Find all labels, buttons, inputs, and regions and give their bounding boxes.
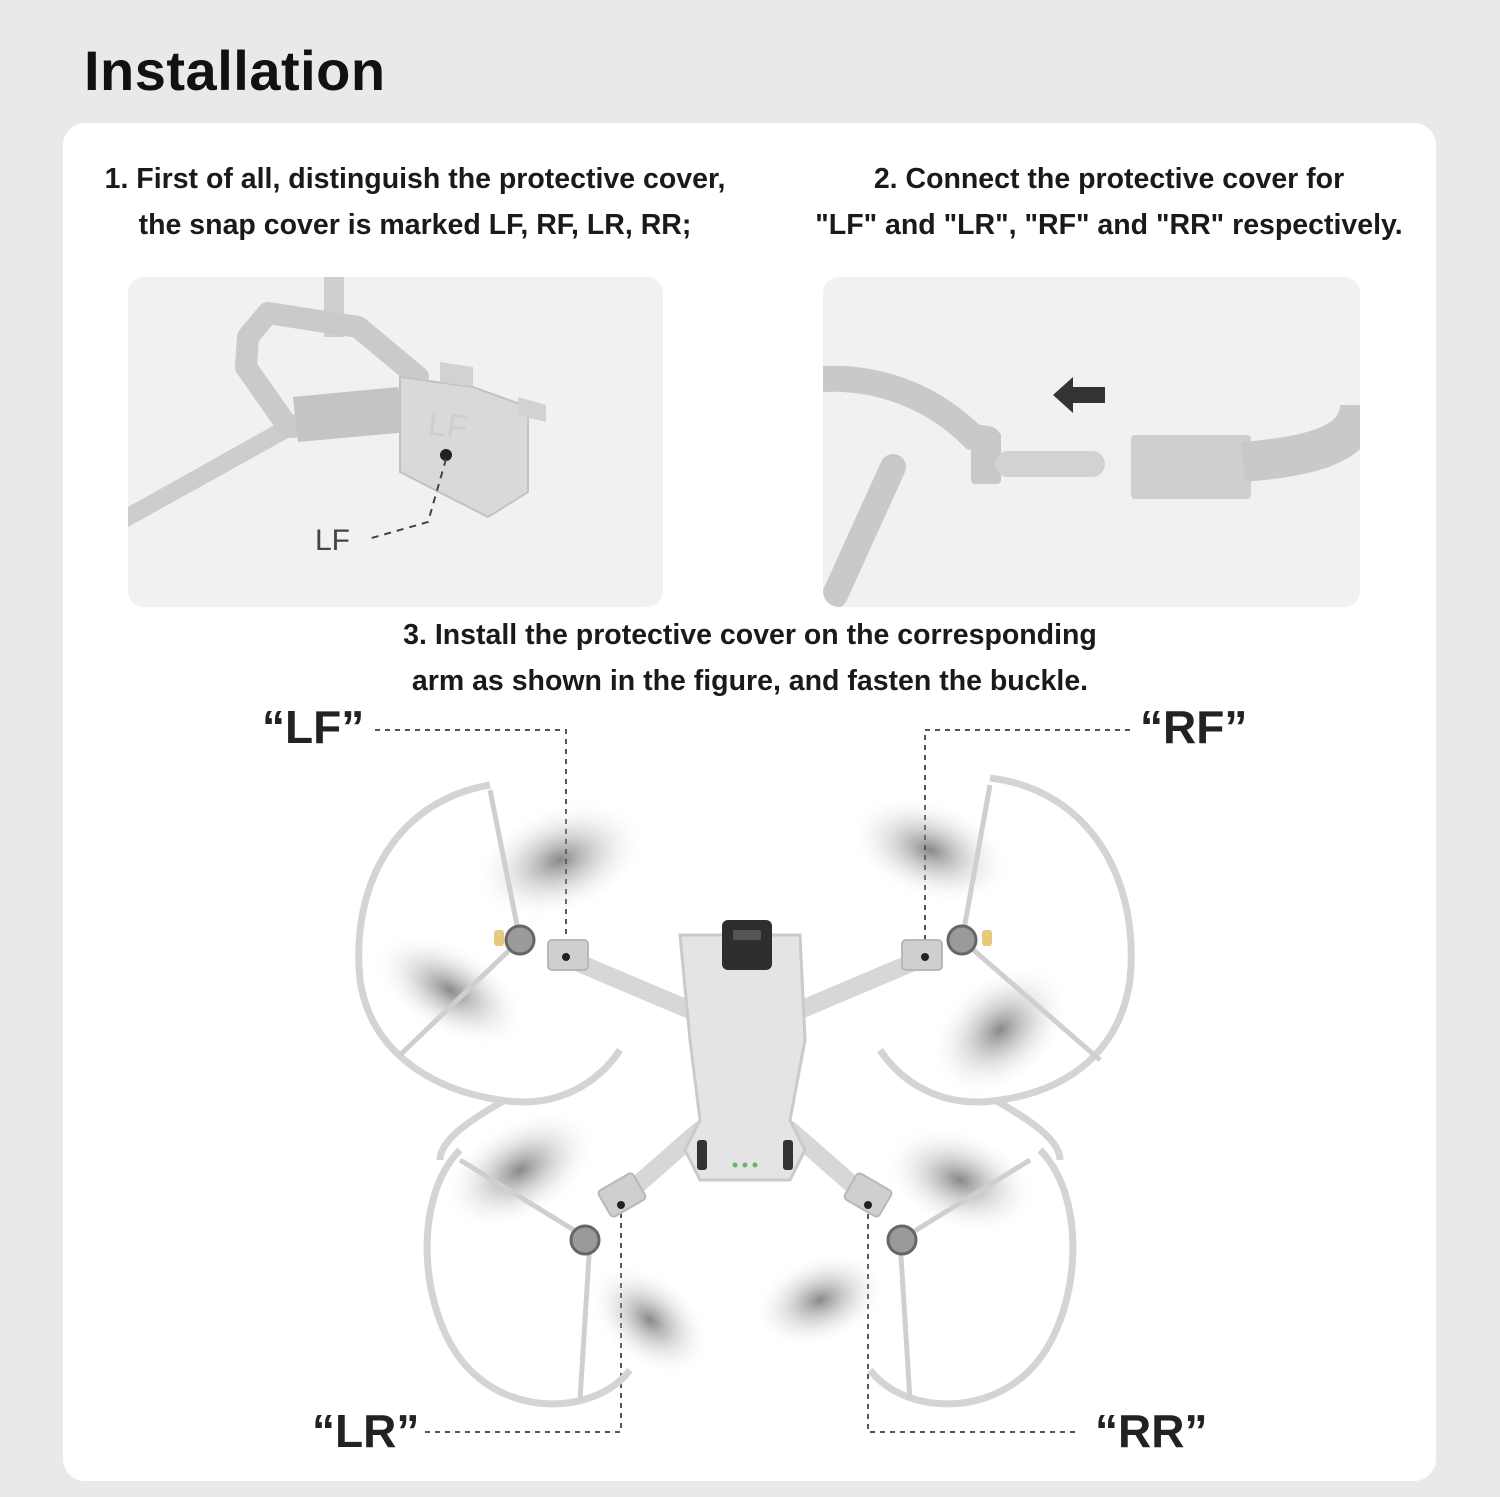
label-lf: “LF”	[262, 701, 365, 753]
gimbal-camera	[722, 920, 772, 970]
step-2-line-2: "LF" and "LR", "RF" and "RR" respectively.	[815, 209, 1403, 241]
step-1-line-2: the snap cover is marked LF, RF, LR, RR;	[138, 209, 692, 241]
step-2-line-1: 2. Connect the protective cover for	[873, 163, 1345, 195]
step-3-line-2: arm as shown in the figure, and fasten the buckle.	[411, 665, 1089, 697]
drone-body	[680, 920, 805, 1180]
label-lr: “LR”	[312, 1405, 420, 1457]
label-rf: “RF”	[1140, 701, 1248, 753]
cover-mark-text: LF	[425, 404, 471, 448]
step-1-line-1: 1. First of all, distinguish the protective cover,	[104, 163, 726, 195]
panel1-callout-label: LF	[315, 524, 351, 557]
step-3-line-1: 3. Install the protective cover on the corresponding	[403, 619, 1097, 651]
label-rr: “RR”	[1095, 1405, 1208, 1457]
page-title: Installation	[84, 39, 386, 102]
